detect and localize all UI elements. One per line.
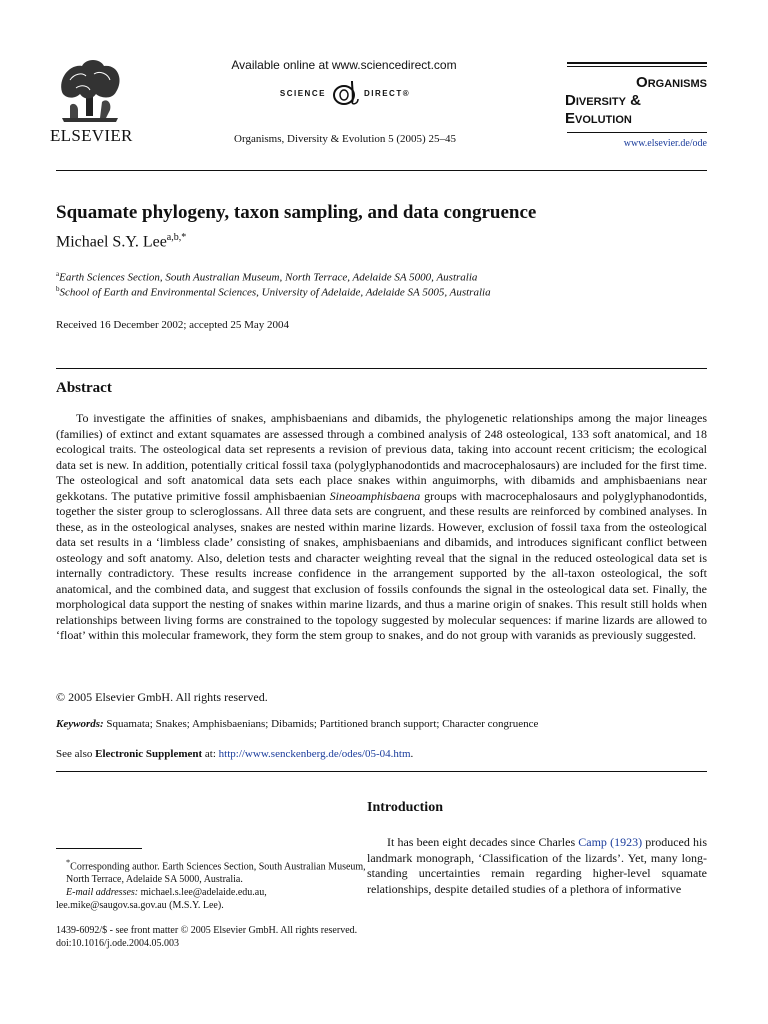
- abstract-text-part-1: To investigate the affinities of snakes, amphisbaenians and dibamids, the phylogenetic relationships among the major lineages (families) of extinct and extant squamates are assessed through a combined analysis of 248 osteological, 133 soft anatomical, and 18 ecological traits. The osteological data set represents a revision of previous data, taking into account recent criticism; the ecological data set is new. In addition, potentially critical fossil taxa (polyglyphanodontids and macrocephalosaurs) are included for the first time. The osteological and soft anatomical data sets each place snakes within anguimorphs, with dibamids and amphisbaenians near gekkotans. The putative primitive fossil amphisbaenian: [56, 411, 707, 503]
- keywords-text: Squamata; Snakes; Amphisbaenians; Dibamids; Partitioned branch support; Character congruence: [103, 718, 539, 730]
- abstract-body: [56, 411, 707, 644]
- introduction-body: [367, 835, 707, 897]
- sciencedirect-right-word: DIRECT®: [363, 88, 411, 98]
- see-also-suffix: .: [410, 748, 414, 760]
- doi-line[interactable]: doi:10.1016/j.ode.2004.05.003: [56, 938, 180, 949]
- sciencedirect-d-icon: [330, 79, 360, 107]
- journal-logo-rule-top-thin: [567, 66, 707, 67]
- affiliation-a-mark: a: [56, 270, 60, 278]
- footnote-rule: [56, 848, 142, 849]
- footnote-corresponding-author: [56, 856, 366, 886]
- see-also-supplement-label: Electronic Supplement: [95, 748, 203, 760]
- abstract-italic-taxon: Sineoamphisbaena: [329, 488, 421, 503]
- corresponding-author-footnote: [56, 856, 366, 912]
- keywords-line: [56, 718, 707, 730]
- abstract-top-divider: [56, 368, 707, 369]
- elsevier-logo: [50, 58, 133, 146]
- journal-logo-line-1: Organisms: [636, 74, 707, 91]
- see-also-middle: at:: [202, 748, 219, 760]
- introduction-text-1: It has been eight decades since Charles: [387, 835, 579, 849]
- affiliation-a: [56, 270, 707, 284]
- footnote-email-1[interactable]: michael.s.lee@adelaide.edu.au,: [138, 887, 267, 899]
- journal-logo-rule-bottom: [567, 132, 707, 133]
- issn-line: 1439-6092/$ - see front matter © 2005 Elsevier GmbH. All rights reserved.: [56, 925, 358, 936]
- received-dates: Received 16 December 2002; accepted 25 May 2004: [56, 319, 290, 331]
- journal-url-link[interactable]: www.elsevier.de/ode: [623, 138, 707, 149]
- author-name[interactable]: Michael S.Y. Lee: [56, 233, 167, 251]
- sciencedirect-logo[interactable]: [250, 78, 440, 108]
- available-online-text[interactable]: Available online at www.sciencedirect.com: [231, 58, 457, 72]
- elsevier-tree-icon: [56, 58, 124, 124]
- introduction-text-2: produced his landmark monograph, ‘Classification of the lizards’. Yet, many long-standing uncertainties remain regarding higher-level squamate relationships, despite detailed studies of a plethora of informative: [367, 835, 708, 896]
- citation-link-camp-1923[interactable]: Camp (1923): [578, 835, 643, 849]
- journal-logo-line-3: Evolution: [565, 110, 632, 127]
- see-also-prefix: See also: [56, 748, 96, 760]
- journal-logo: [565, 74, 707, 128]
- footnote-emails: [56, 886, 366, 899]
- author-affiliation-marks: a,b,*: [166, 232, 187, 243]
- introduction-heading: Introduction: [367, 800, 443, 815]
- article-title: Squamate phylogeny, taxon sampling, and data congruence: [56, 202, 537, 223]
- abstract-text-part-2: groups with macrocephalosaurs and polyglyphanodontids, together the sister group to scleroglossans. All three data sets are congruent, and these results are reinforced by combined analyses. In these, as in the osteological analyses, snakes are nested within marine lizards. However, exclusion of fossil taxa from the osteological data set results in a ‘limbless clade’ consisting of snakes, amphisbaenians and dibamids, and introduces significant conflict between osteology and soft anatomy. Also, deletion tests and character weighting reveal that the signal in the reduced osteological data set is internally contradictory. These results increase confidence in the arrangement supported by the all-taxon osteological, the soft anatomical, and the combined data, and suggest that exclusion of fossils confounds the signal in the osteological data set. Finally, the morphological data support the nesting of snakes within marine lizards, and thus a marine origin of snakes. This result still holds when relationships between living forms are constrained to the topology suggested by molecular sequences: if marine lizards are allowed to ‘float’ within this molecular framework, they form the stem group to snakes, and do not group with varanids as previously suggested.: [56, 488, 707, 642]
- footnote-email-2[interactable]: lee.mike@saugov.sa.gov.au (M.S.Y. Lee).: [56, 900, 224, 912]
- journal-logo-line-2: Diversity &: [565, 92, 641, 109]
- supplement-link[interactable]: http://www.senckenberg.de/odes/05-04.htm: [218, 748, 411, 760]
- journal-citation: Organisms, Diversity & Evolution 5 (2005) 25–45: [234, 133, 456, 145]
- footnote-text: Corresponding author. Earth Sciences Section, South Australian Museum, North Terrace, Adelaide SA 5000, Australia.: [66, 861, 366, 886]
- affiliation-b-mark: b: [56, 285, 60, 293]
- author-line: [56, 232, 186, 251]
- publisher-name: ELSEVIER: [50, 126, 133, 145]
- keywords-label: Keywords:: [56, 718, 104, 730]
- affiliation-a-text: Earth Sciences Section, South Australian Museum, North Terrace, Adelaide SA 5000, Australia: [59, 271, 478, 284]
- journal-logo-rule-top: [567, 62, 707, 64]
- abstract-copyright: © 2005 Elsevier GmbH. All rights reserved.: [56, 690, 268, 704]
- bottom-meta: [56, 924, 396, 950]
- affiliation-b-text: School of Earth and Environmental Sciences, University of Adelaide, Adelaide SA 5005, Australia: [59, 286, 491, 299]
- abstract-bottom-divider: [56, 771, 707, 772]
- affiliation-b: [56, 285, 707, 299]
- footnote-email-label: E-mail addresses:: [66, 887, 139, 899]
- header-divider: [56, 170, 707, 171]
- abstract-heading: Abstract: [56, 380, 112, 396]
- see-also-line: [56, 748, 707, 760]
- sciencedirect-left-word: SCIENCE: [279, 88, 326, 98]
- footnote-mark: *: [66, 858, 71, 867]
